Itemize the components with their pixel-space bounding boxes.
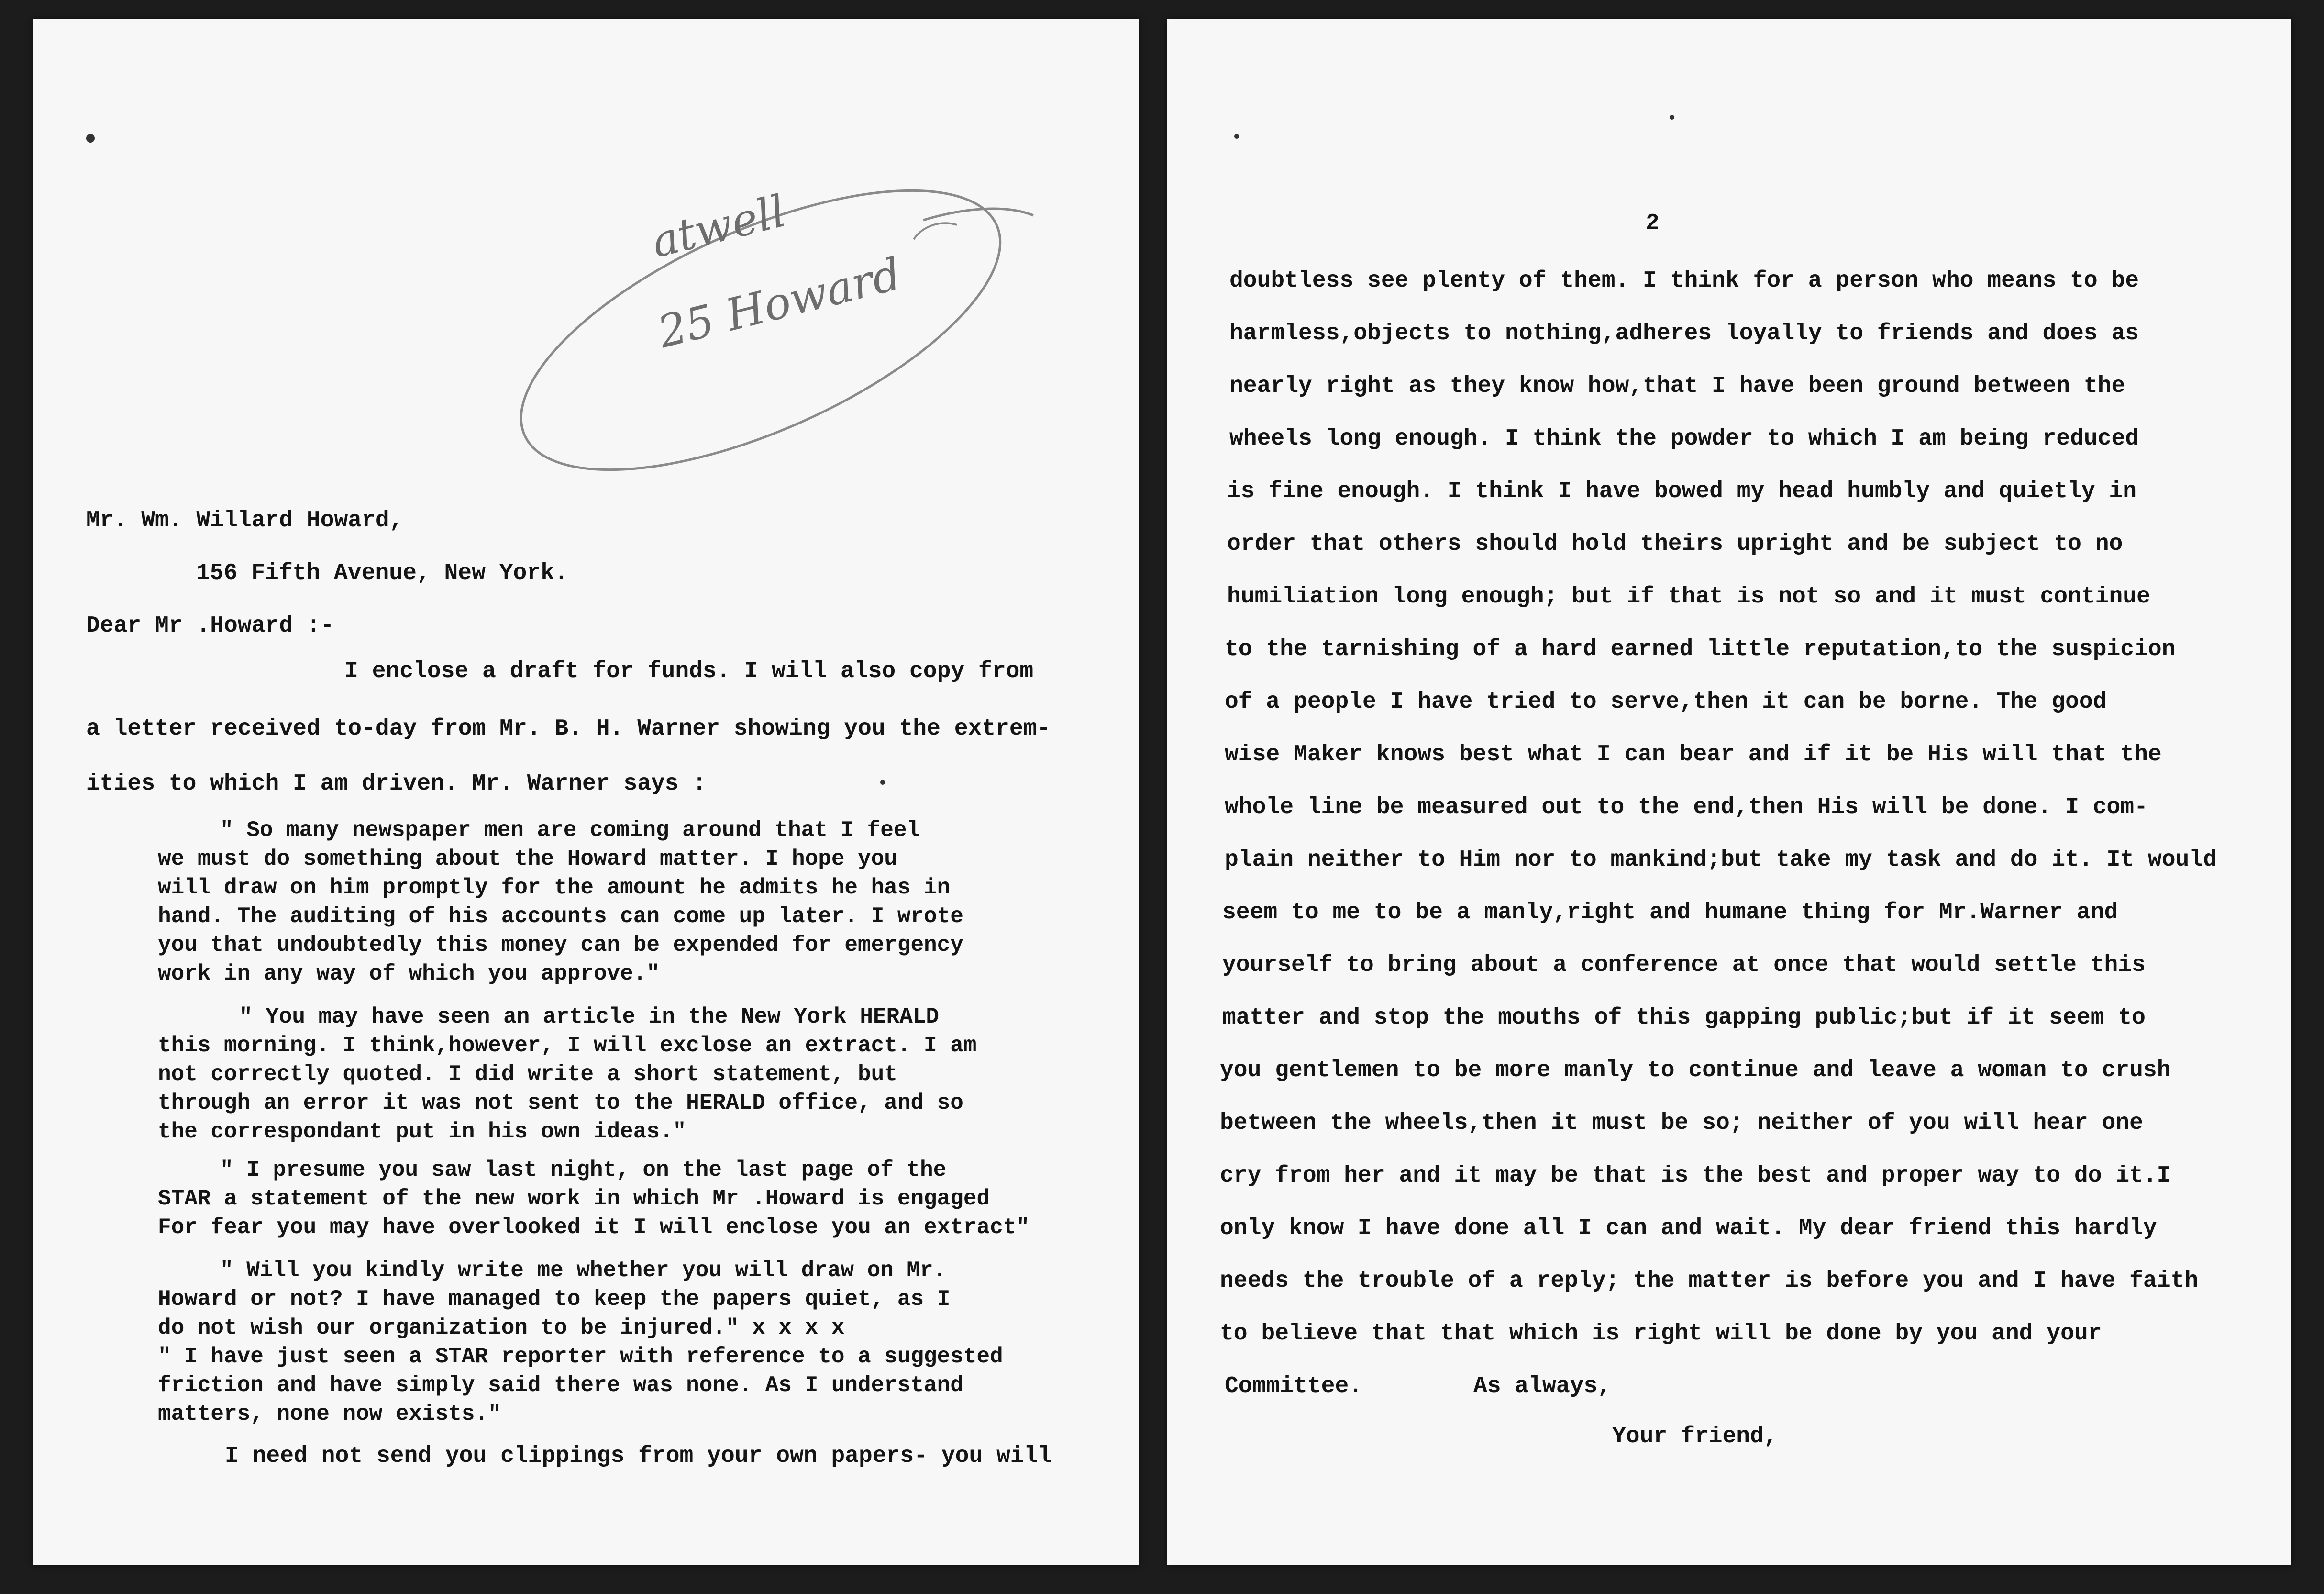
intro-line: I enclose a draft for funds. I will also copy from <box>344 658 1034 684</box>
body-line: only know I have done all I can and wait. My dear friend this hardly <box>1220 1215 2157 1241</box>
quote-line: work in any way of which you approve." <box>158 961 660 986</box>
recipient-street: 156 Fifth Avenue, New York. <box>196 560 568 586</box>
body-line: nearly right as they know how,that I have been ground between the <box>1229 373 2125 399</box>
quote-line: " So many newspaper men are coming around that I feel <box>220 818 920 843</box>
body-line: humiliation long enough; but if that is not so and it must continue <box>1227 584 2150 610</box>
quote-line: " Will you kindly write me whether you will draw on Mr. <box>220 1258 947 1283</box>
quote-line: matters, none now exists." <box>158 1402 501 1427</box>
body-line: plain neither to Him nor to mankind;but take my task and do it. It would <box>1225 847 2217 873</box>
body-line: wheels long enough. I think the powder to which I am being reduced <box>1229 426 2139 452</box>
quote-line: will draw on him promptly for the amount he admits he has in <box>158 875 951 900</box>
body-line: cry from her and it may be that is the best and proper way to do it.I <box>1220 1163 2171 1189</box>
body-line: whole line be measured out to the end,then His will be done. I com- <box>1225 794 2148 820</box>
body-line: needs the trouble of a reply; the matter is before you and I have faith <box>1220 1268 2199 1294</box>
quote-line: the correspondant put in his own ideas." <box>158 1119 686 1144</box>
body-line: to believe that that which is right will be done by you and your <box>1220 1321 2102 1347</box>
paper-speck <box>1234 134 1239 139</box>
salutation: Dear Mr .Howard :- <box>86 613 334 639</box>
pencil-note-line-2: 25 Howard <box>653 248 906 358</box>
quote-line: this morning. I think,however, I will exclose an extract. I am <box>158 1033 977 1058</box>
paper-speck <box>86 134 95 143</box>
recipient-name: Mr. Wm. Willard Howard, <box>86 508 403 534</box>
closing-line: I need not send you clippings from your own papers- you will <box>225 1443 1052 1469</box>
body-line: is fine enough. I think I have bowed my head humbly and quietly in <box>1227 479 2137 504</box>
intro-line: ities to which I am driven. Mr. Warner says : <box>86 771 707 797</box>
body-line: between the wheels,then it must be so; neither of you will hear one <box>1220 1110 2143 1136</box>
quote-line: friction and have simply said there was none. As I understand <box>158 1373 963 1398</box>
body-line: to the tarnishing of a hard earned little reputation,to the suspicion <box>1225 636 2176 662</box>
quote-line: " I have just seen a STAR reporter with reference to a suggested <box>158 1344 1003 1369</box>
body-line: yourself to bring about a conference at once that would settle this <box>1222 952 2146 978</box>
page-number: 2 <box>1646 211 1660 236</box>
pencil-annotation <box>493 167 1086 512</box>
quote-line: Howard or not? I have managed to keep the papers quiet, as I <box>158 1287 951 1312</box>
quote-line: not correctly quoted. I did write a short statement, but <box>158 1062 897 1087</box>
quote-line: hand. The auditing of his accounts can come up later. I wrote <box>158 904 963 929</box>
quote-line: " You may have seen an article in the New York HERALD <box>239 1004 940 1029</box>
paper-speck <box>1670 115 1674 120</box>
body-line: wise Maker knows best what I can bear and if it be His will that the <box>1225 742 2162 768</box>
body-line: you gentlemen to be more manly to continue and leave a woman to crush <box>1220 1058 2171 1083</box>
body-line: order that others should hold theirs upright and be subject to no <box>1227 531 2123 557</box>
body-line: matter and stop the mouths of this gapping public;but if it seem to <box>1222 1005 2146 1031</box>
pencil-oval-icon <box>493 167 1086 512</box>
quote-line: " I presume you saw last night, on the last page of the <box>220 1158 947 1182</box>
quote-line: through an error it was not sent to the HERALD office, and so <box>158 1091 963 1115</box>
intro-line: a letter received to-day from Mr. B. H. Warner showing you the extrem- <box>86 716 1051 742</box>
quote-line: we must do something about the Howard matter. I hope you <box>158 847 897 871</box>
signoff: Your friend, <box>1612 1424 1778 1449</box>
quote-line: For fear you may have overlooked it I will enclose you an extract" <box>158 1215 1029 1240</box>
letter-page-2 <box>1167 19 2291 1565</box>
body-line: doubtless see plenty of them. I think for a person who means to be <box>1229 268 2139 294</box>
quote-line: do not wish our organization to be injured." x x x x <box>158 1315 845 1340</box>
paper-speck <box>880 780 885 785</box>
as-always-line: As always, <box>1473 1373 1612 1399</box>
body-line: harmless,objects to nothing,adheres loyally to friends and does as <box>1229 321 2139 346</box>
body-line: seem to me to be a manly,right and humane thing for Mr.Warner and <box>1222 900 2118 925</box>
quote-line: STAR a statement of the new work in which Mr .Howard is engaged <box>158 1186 990 1211</box>
pencil-note-line-1: atwell <box>646 185 791 268</box>
committee-line: Committee. <box>1225 1373 1363 1399</box>
letter-page-1 <box>33 19 1139 1565</box>
quote-line: you that undoubtedly this money can be expended for emergency <box>158 933 963 958</box>
body-line: of a people I have tried to serve,then it can be borne. The good <box>1225 689 2107 715</box>
